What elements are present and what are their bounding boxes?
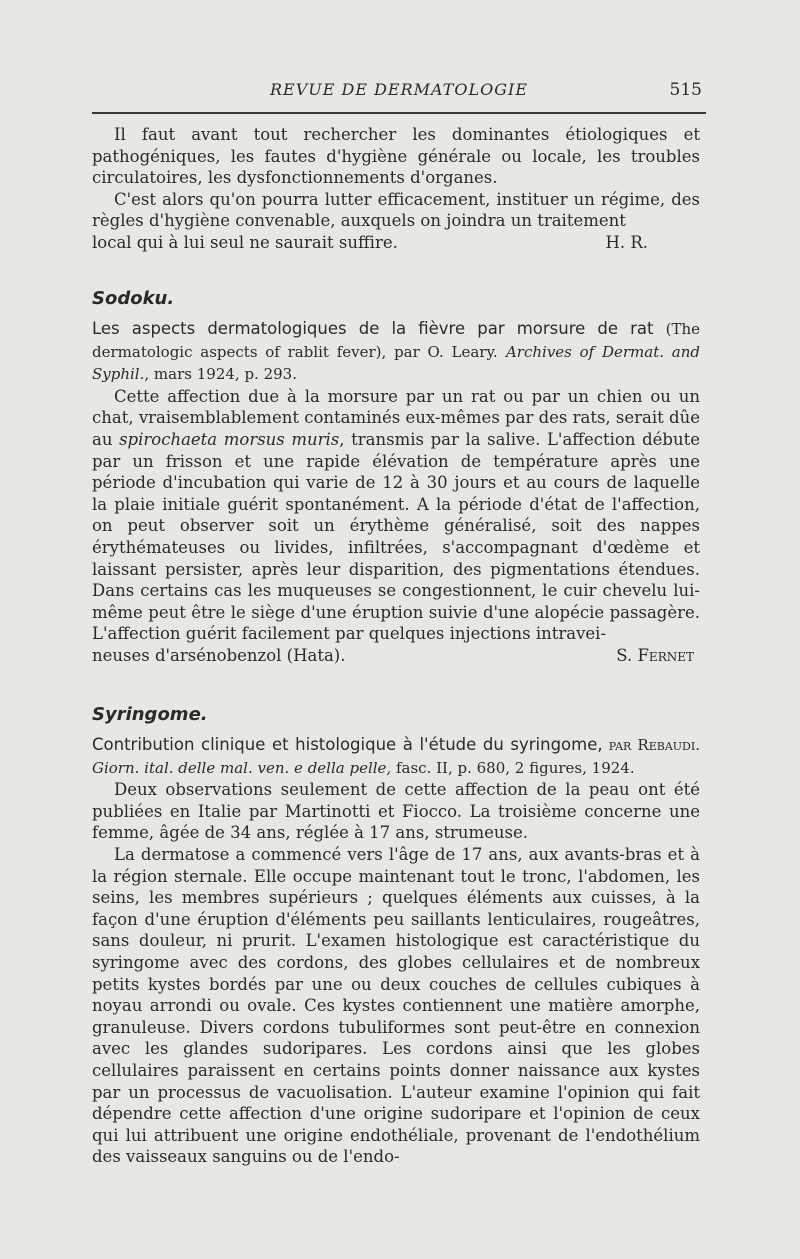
sodoku-body-b: , transmis par la salive. L'affection débute par un frisson et une rapide élévation de température après une période d'incubation qui varie de 12 à 30 jours et au cours de laquelle la plaie initiale guérit spontanément. A la période d'état de l'affection, on peut observer soit un érythème généralisé, soit des nappes érythémateuses ou livides, infiltrées, s'accompagnant d'œdème et laissant persister, après leur disparition, des pigmentations étendues. Dans certains cas les muqueuses se congestionnent, le cuir chevelu lui-même peut être le siège d'une éruption suivie d'une alopécie passagère. L'affection guérit facilement par quelques injections intravei- [92,429,700,644]
sodoku-body-end: neuses d'arsénobenzol (Hata). [92,645,346,665]
sodoku-ref-date: , mars 1924, p. 293. [144,365,297,384]
syringome-ref-rest: fasc. II, p. 680, 2 figures, 1924. [391,758,635,777]
syringome-article [92,734,700,1168]
sodoku-reference [92,318,700,386]
syringome-reference [92,734,700,779]
header-rule [92,112,706,114]
syringome-paragraph-2: La dermatose a commencé vers l'âge de 17 ans, aux avants-bras et à la région sternale. Elle occupe maintenant tout le tronc, l'abdomen, les seins, les membres supérieurs ; quelques éléments aux cuisses, à la façon d'une éruption d'éléments peu saillants lenticulaires, rougeâtres, sans douleur, ni prurit. L'examen histologique est caractéristique du syringome avec des cordons, des globes cellulaires et de nombreux petits kystes bordés par une ou deux couches de cellules cubiques à noyau arrondi ou ovale. Ces kystes contiennent une matière amorphe, granuleuse. Divers cordons tubuliformes sont peut-être en connexion avec les glandes sudoripares. Les cordons ainsi que les globes cellulaires paraissent en certains points donner naissance aux kystes par un processus de vacuolisation. L'auteur examine l'opinion qui fait dépendre cette affection d'une origine sudoripare et l'opinion de ceux qui lui attribuent une origine endothéliale, provenant de l'endothélium des vaisseaux sanguins ou de l'endo- [92,844,700,1167]
intro-paragraph-2-end: local qui à lui seul ne saurait suffire. [92,232,398,252]
intro-paragraph-2: C'est alors qu'on pourra lutter efficacement, instituer un régime, des règles d'hygiène convenable, auxquels on joindra un traitement [92,189,700,231]
running-title: REVUE DE DERMATOLOGIE [269,80,529,99]
running-head [92,78,706,104]
intro-signature: H. R. [605,232,648,252]
syringome-ref-journal: Giorn. ital. delle mal. ven. e della pelle, [92,758,392,777]
syringome-ref-author: par Rebaudi. [602,736,700,754]
sodoku-closing-line [92,645,700,667]
sodoku-body-species: spirochaeta morsus muris [119,429,340,449]
syringome-article-title: Contribution clinique et histologique à l'étude du syringome, [92,735,603,754]
intro-closing-line [92,232,700,254]
intro-paragraph-1: Il faut avant tout rechercher les dominantes étiologiques et pathogéniques, les fautes d'hygiène générale ou locale, les troubles circulatoires, les dysfonctionnements d'organes. [92,125,700,188]
sodoku-ref-journal: Archives of Dermat. and Syphil. [92,342,700,384]
sodoku-article [92,318,700,667]
page-number: 515 [669,80,702,100]
section-heading-syringome: Syringome. [92,704,208,725]
sodoku-signature: S. Fernet [616,645,694,665]
sodoku-ref-text: (The dermatologic aspects of rablit fever), par O. Leary. [92,320,700,361]
sodoku-body-a: Cette affection due à la morsure par un rat ou par un chien ou un chat, vraisemblablement contaminés eux-mêmes par des rats, serait dûe au [92,386,700,449]
sodoku-body [92,386,700,645]
syringome-paragraph-1: Deux observations seulement de cette affection de la peau ont été publiées en Italie par Martinotti et Fiocco. La troisième concerne une femme, âgée de 34 ans, réglée à 17 ans, strumeuse. [92,780,700,843]
sodoku-article-title: Les aspects dermatologiques de la fièvre par morsure de rat [92,319,654,338]
section-heading-sodoku: Sodoku. [92,288,175,309]
intro-block [92,124,700,254]
